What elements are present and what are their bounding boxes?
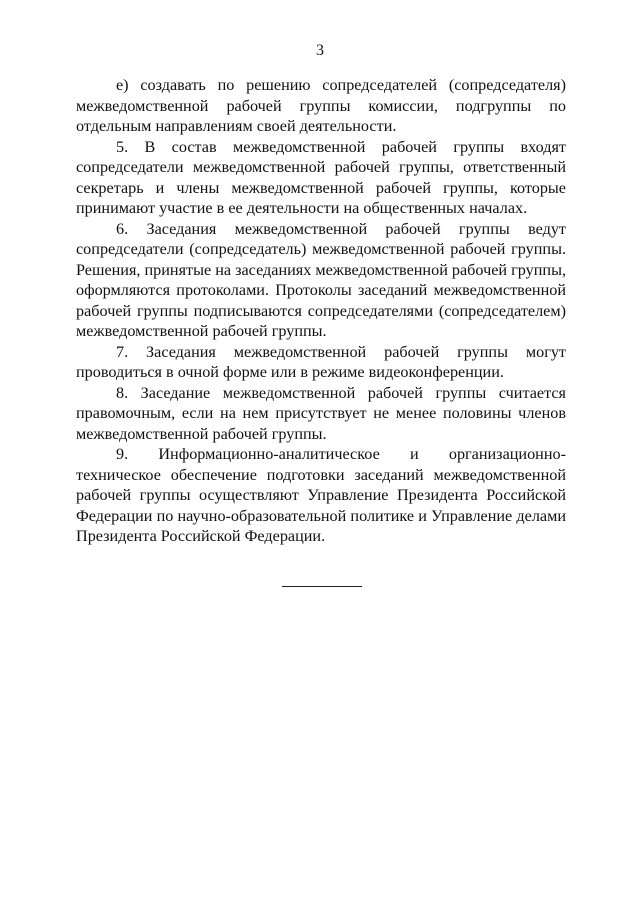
paragraph-9: 9. Информационно-аналитическое и организационно-техническое обеспечение подготовки заседаний межведомственной рабочей группы осуществляют Управление Президента Российской Федерации по научно-образовательной политике и Управление делами Президента Российской Федерации. <box>76 445 566 545</box>
paragraph-8: 8. Заседание межведомственной рабочей группы считается правомочным, если на нем присутствует не менее половины членов межведомственной рабочей группы. <box>76 383 566 443</box>
end-divider-line <box>282 586 362 587</box>
document-body <box>76 75 566 547</box>
paragraph-e: е) создавать по решению сопредседателей (сопредседателя) межведомственной рабочей группы комиссии, подгруппы по отдельным направлениям своей деятельности. <box>76 76 566 135</box>
page-number: 3 <box>316 42 324 59</box>
paragraph-7: 7. Заседания межведомственной рабочей группы могут проводиться в очной форме или в режиме видеоконференции. <box>76 342 566 381</box>
paragraph-5: 5. В состав межведомственной рабочей группы входят сопредседатели межведомственной рабочей группы, ответственный секретарь и члены межведомственной рабочей группы, которые принимают участие в ее деятельности на общественных началах. <box>76 137 566 217</box>
paragraph-6: 6. Заседания межведомственной рабочей группы ведут сопредседатели (сопредседатель) межведомственной рабочей группы. Решения, принятые на заседаниях межведомственной рабочей группы, оформляются протоколами. Протоколы заседаний межведомственной рабочей группы подписываются сопредседателями (сопредседателем) межведомственной рабочей группы. <box>76 219 566 340</box>
